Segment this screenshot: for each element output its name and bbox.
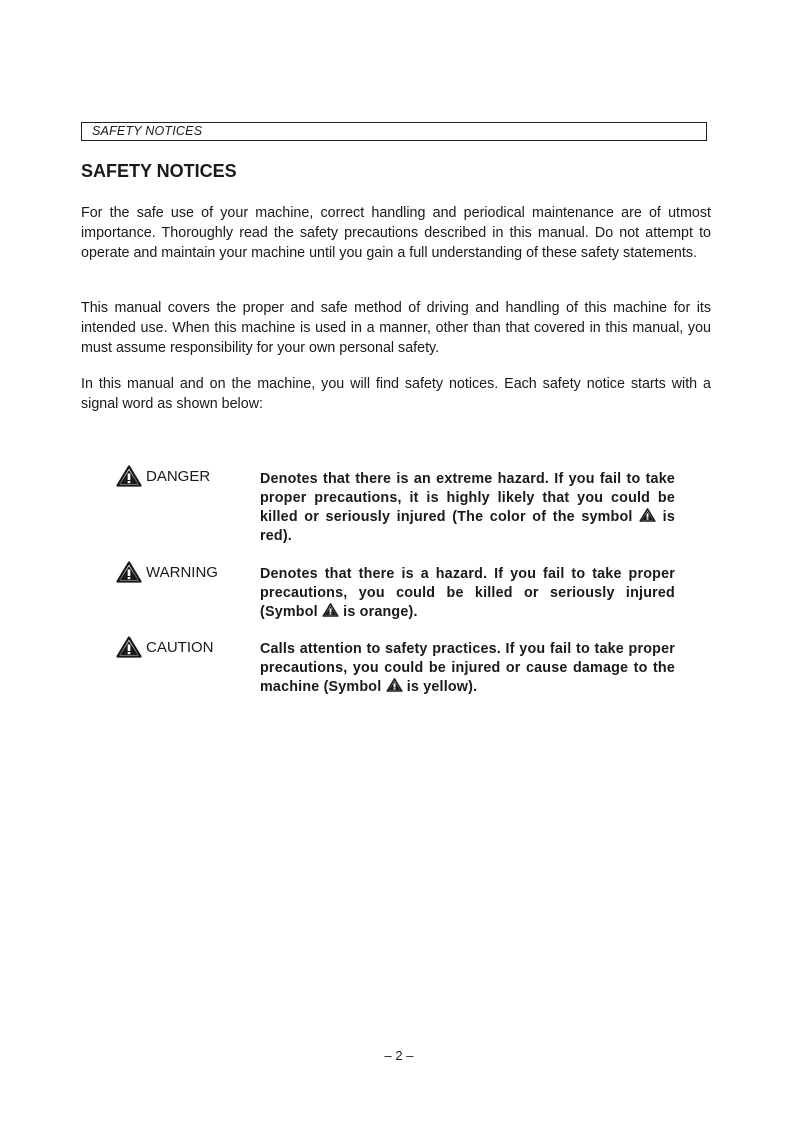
- page-title: SAFETY NOTICES: [81, 161, 237, 181]
- section-header-box: [81, 122, 707, 141]
- warning-triangle-icon: [116, 561, 142, 583]
- page-number: – 2 –: [384, 1048, 414, 1063]
- signal-word-label: CAUTION: [146, 638, 214, 656]
- intro-paragraph: For the safe use of your machine, correct handling and periodical maintenance are of utmost importance. Thoroughly read the safety precautions described in this manual. Do not attempt to operate and maintain your machine until you gain a full understanding of these safety statements.: [81, 205, 711, 261]
- warning-triangle-icon: [639, 508, 656, 522]
- signal-intro-paragraph: In this manual and on the machine, you will find safety notices. Each safety notice starts with a signal word as shown below:: [81, 376, 711, 412]
- signal-word-label: DANGER: [146, 467, 211, 485]
- section-header-label: SAFETY NOTICES: [92, 124, 203, 138]
- usage-paragraph: This manual covers the proper and safe method of driving and handling of this machine for its intended use. When this machine is used in a manner, other than that covered in this manual, you must assume responsibility for your own personal safety.: [81, 300, 711, 356]
- warning-description: Denotes that there is a hazard. If you fail to take proper precautions, you could be killed or seriously injured (Symbol is orange).: [260, 566, 675, 620]
- signal-word-danger: [116, 465, 210, 487]
- signal-word-caution: [116, 636, 214, 658]
- caution-description: Calls attention to safety practices. If you fail to take proper precautions, you could be injured or cause damage to the machine (Symbol is yellow).: [260, 641, 675, 695]
- signal-word-label: WARNING: [146, 563, 218, 581]
- warning-triangle-icon: [116, 636, 142, 658]
- danger-description: Denotes that there is an extreme hazard. If you fail to take proper precautions, it is highly likely that you could be killed or seriously injured (The color of the symbol is red).: [260, 471, 675, 544]
- signal-word-warning: [116, 561, 218, 583]
- warning-triangle-icon: [322, 603, 339, 617]
- warning-triangle-icon: [386, 678, 403, 692]
- warning-triangle-icon: [116, 465, 142, 487]
